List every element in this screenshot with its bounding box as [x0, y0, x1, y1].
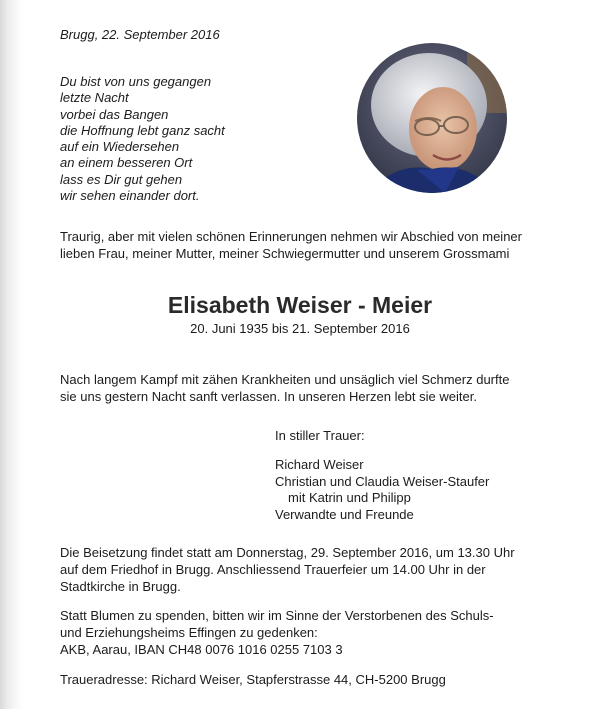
- mourner-name: mit Katrin und Philipp: [288, 490, 411, 505]
- donation-line: und Erziehungsheims Effingen zu gedenken:: [60, 624, 318, 640]
- funeral-line: Stadtkirche in Brugg.: [60, 578, 181, 594]
- donation-line: AKB, Aarau, IBAN CH48 0076 1016 0255 7103 3: [60, 641, 343, 657]
- mourner-name: Richard Weiser: [275, 457, 364, 472]
- place-date: Brugg, 22. September 2016: [60, 27, 220, 42]
- passing-line: Nach langem Kampf mit zähen Krankheiten und unsäglich viel Schmerz durfte: [60, 372, 510, 387]
- intro-text: [60, 229, 522, 263]
- funeral-line: Die Beisetzung findet statt am Donnerstag, 29. September 2016, um 13.30 Uhr: [60, 545, 515, 560]
- intro-line: lieben Frau, meiner Mutter, meiner Schwiegermutter und unserem Grossmami: [60, 246, 510, 261]
- mourner-name: Christian und Claudia Weiser-Staufer: [275, 473, 490, 489]
- portrait-photo: [357, 43, 507, 193]
- poem: [60, 74, 225, 204]
- poem-line: an einem besseren Ort: [60, 155, 193, 171]
- life-dates: 20. Juni 1935 bis 21. September 2016: [190, 321, 410, 336]
- funeral-text: [60, 545, 515, 595]
- mourner-name: Verwandte und Freunde: [275, 506, 414, 522]
- scan-edge-shadow: [0, 0, 22, 709]
- poem-line: vorbei das Bangen: [60, 106, 169, 122]
- mourning-address: Traueradresse: Richard Weiser, Stapferstrasse 44, CH-5200 Brugg: [60, 672, 446, 687]
- intro-line: Traurig, aber mit vielen schönen Erinnerungen nehmen wir Abschied von meiner: [60, 229, 522, 244]
- passing-line: sie uns gestern Nacht sanft verlassen. In unseren Herzen lebt sie weiter.: [60, 389, 477, 404]
- mourning-label: In stiller Trauer:: [275, 428, 365, 443]
- donation-line: Statt Blumen zu spenden, bitten wir im Sinne der Verstorbenen des Schuls-: [60, 608, 494, 623]
- passing-text: [60, 372, 509, 406]
- poem-line: wir sehen einander dort.: [60, 188, 200, 204]
- poem-line: auf ein Wiedersehen: [60, 139, 180, 155]
- poem-line: Du bist von uns gegangen: [60, 74, 212, 89]
- poem-line: letzte Nacht: [60, 90, 129, 106]
- poem-line: die Hoffnung lebt ganz sacht: [60, 122, 225, 138]
- mourners-list: [275, 457, 489, 523]
- donation-text: [60, 608, 494, 658]
- poem-line: lass es Dir gut gehen: [60, 171, 183, 187]
- funeral-line: auf dem Friedhof in Brugg. Anschliessend Trauerfeier um 14.00 Uhr in der: [60, 561, 486, 577]
- deceased-name: Elisabeth Weiser - Meier: [167, 292, 433, 318]
